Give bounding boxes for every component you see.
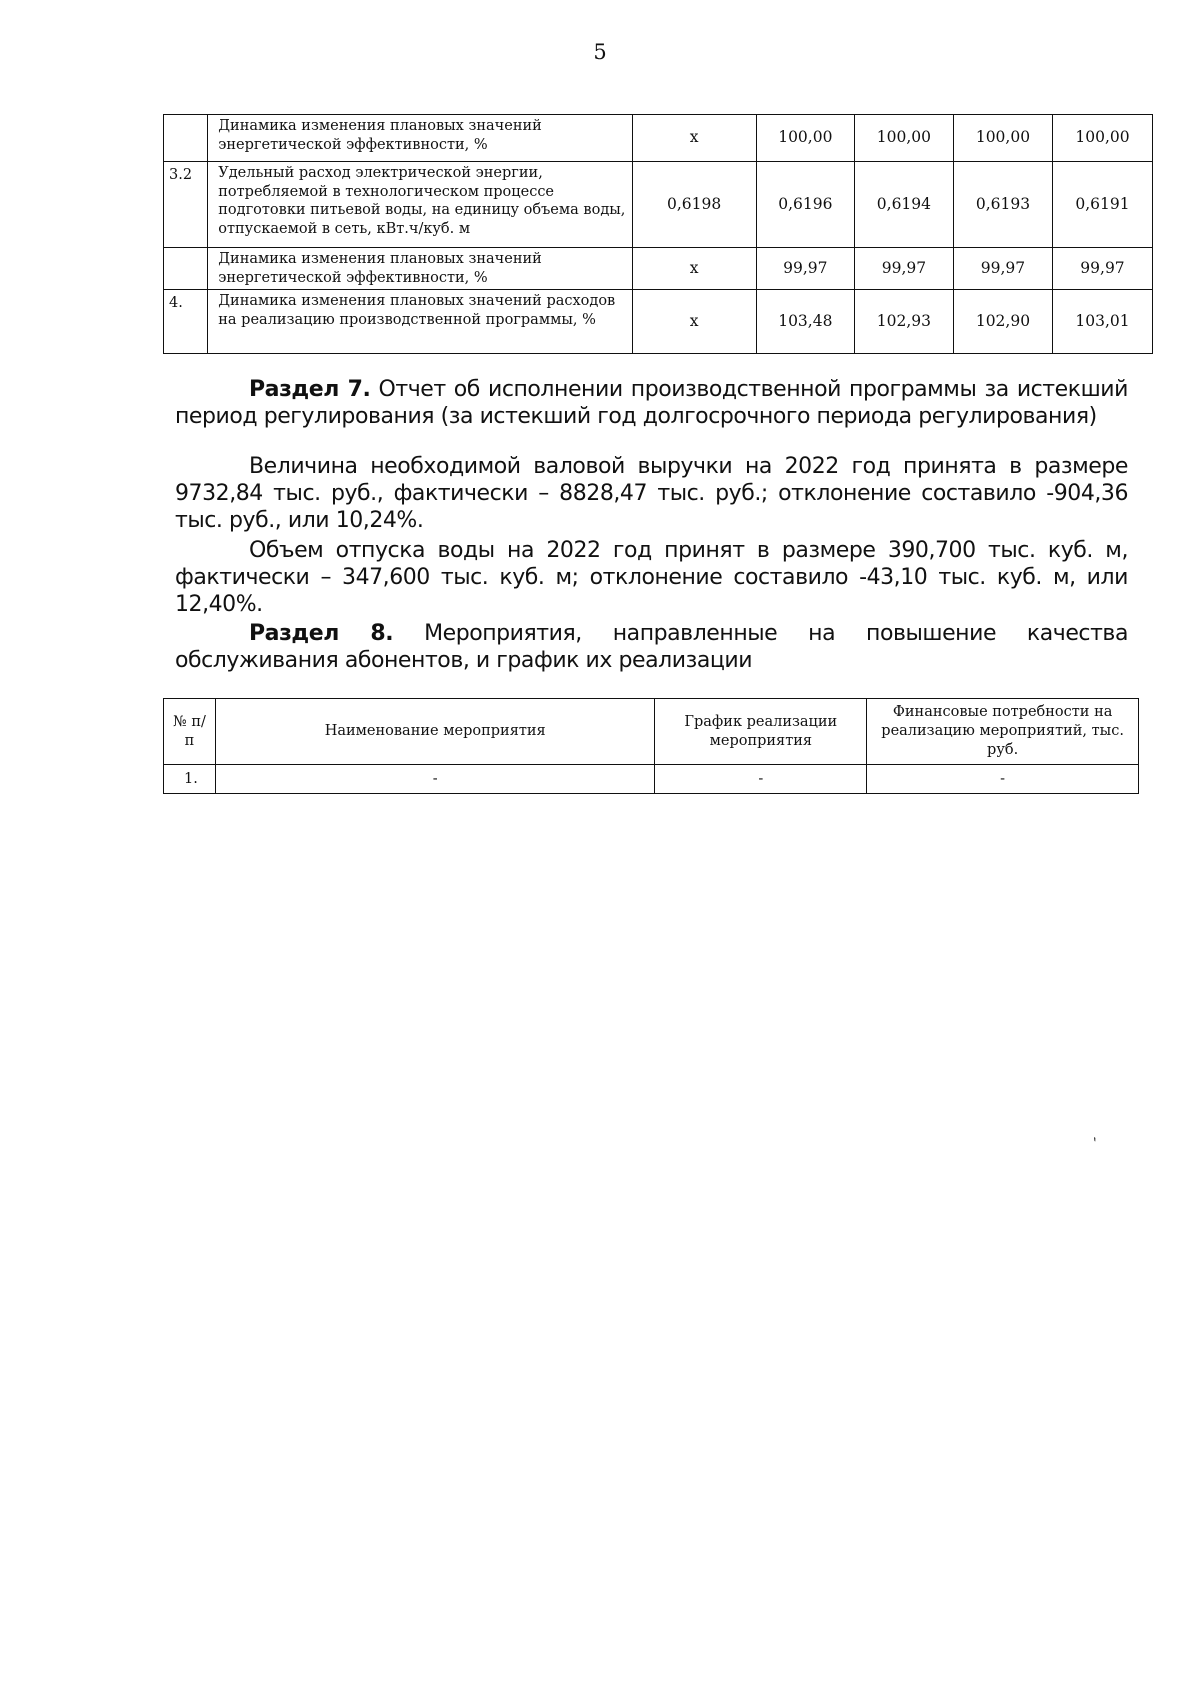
- section7-label: Раздел 7.: [249, 377, 371, 402]
- table-row: [164, 248, 1153, 290]
- value-cell: 0,6196: [756, 162, 854, 248]
- section8-title: Мероприятия, направленные на повышение качества обслуживания абонентов, и график их реализации: [175, 621, 1128, 673]
- value-cell: 103,01: [1052, 290, 1152, 354]
- page-number: 5: [593, 40, 607, 64]
- section7-paragraph-water-volume: Объем отпуска воды на 2022 год принят в размере 390,700 тыс. куб. м, фактически – 347,600 тыс. куб. м; отклонение составило -43,10 тыс. куб. м, или 12,40%.: [175, 538, 1128, 617]
- value-cell: 0,6198: [632, 162, 756, 248]
- table-row: [164, 162, 1153, 248]
- value-cell: 99,97: [756, 248, 854, 290]
- value-cell: 102,93: [854, 290, 953, 354]
- stray-pen-mark: ˋ: [1083, 1134, 1101, 1155]
- section8-label: Раздел 8.: [249, 621, 394, 646]
- section7-title: Отчет об исполнении производственной программы за истекший период регулирования (за истекший год долгосрочного периода регулирования): [175, 377, 1128, 429]
- value-cell: 0,6191: [1052, 162, 1152, 248]
- indicator-name: Динамика изменения плановых значений расходов на реализацию производственной программы, %: [208, 290, 632, 354]
- measure-name-cell: -: [215, 765, 654, 794]
- value-cell: 0,6193: [953, 162, 1052, 248]
- schedule-cell: -: [655, 765, 867, 794]
- section7-heading: [175, 376, 1128, 430]
- value-cell: x: [632, 248, 756, 290]
- value-cell: 99,97: [1052, 248, 1152, 290]
- table-row: [164, 765, 1139, 794]
- indicators-table: [163, 114, 1153, 354]
- indicator-name: Удельный расход электрической энергии, потребляемой в технологическом процессе подготовки питьевой воды, на единицу объема воды, отпускаемой в сеть, кВт.ч/куб. м: [208, 162, 632, 248]
- value-cell: 100,00: [1052, 115, 1152, 162]
- table-row: [164, 290, 1153, 354]
- header-measure-name: Наименование мероприятия: [215, 699, 654, 765]
- value-cell: 99,97: [953, 248, 1052, 290]
- section7-paragraph-revenue: Величина необходимой валовой выручки на 2022 год принята в размере 9732,84 тыс. руб., фактически – 8828,47 тыс. руб.; отклонение составило -904,36 тыс. руб., или 10,24%.: [175, 454, 1128, 533]
- section8-heading: [175, 620, 1128, 674]
- table-row: [164, 115, 1153, 162]
- value-cell: 0,6194: [854, 162, 953, 248]
- value-cell: x: [632, 115, 756, 162]
- value-cell: 99,97: [854, 248, 953, 290]
- row-number: 1.: [164, 765, 216, 794]
- value-cell: x: [632, 290, 756, 354]
- value-cell: 100,00: [756, 115, 854, 162]
- header-number: № п/п: [164, 699, 216, 765]
- value-cell: 103,48: [756, 290, 854, 354]
- value-cell: 100,00: [854, 115, 953, 162]
- financial-needs-cell: -: [867, 765, 1139, 794]
- row-number: [164, 248, 208, 290]
- value-cell: 100,00: [953, 115, 1052, 162]
- row-number: 4.: [164, 290, 208, 354]
- indicator-name: Динамика изменения плановых значений энергетической эффективности, %: [208, 248, 632, 290]
- row-number: 3.2: [164, 162, 208, 248]
- measures-table: [163, 698, 1139, 794]
- header-financial-needs: Финансовые потребности на реализацию мероприятий, тыс. руб.: [867, 699, 1139, 765]
- table-header-row: [164, 699, 1139, 765]
- header-schedule: График реализации мероприятия: [655, 699, 867, 765]
- indicator-name: Динамика изменения плановых значений энергетической эффективности, %: [208, 115, 632, 162]
- row-number: [164, 115, 208, 162]
- value-cell: 102,90: [953, 290, 1052, 354]
